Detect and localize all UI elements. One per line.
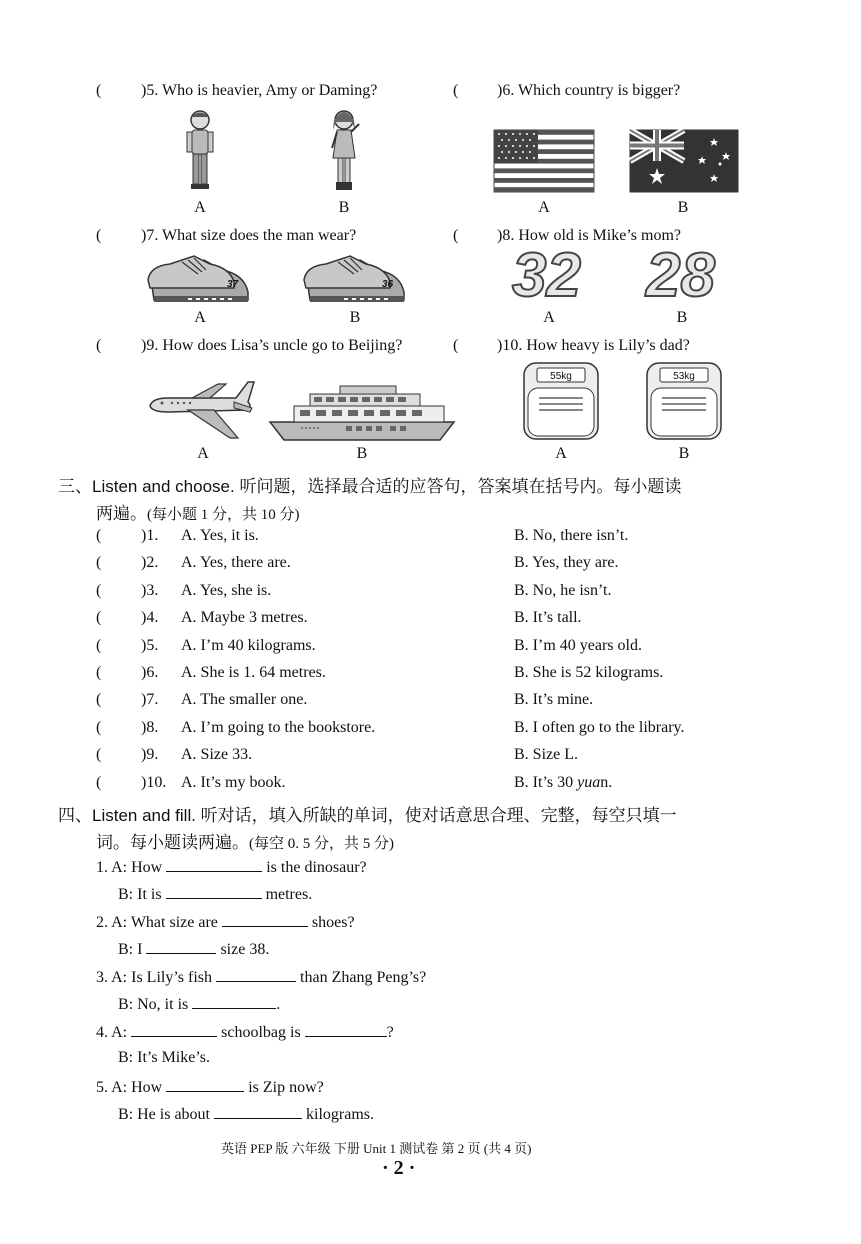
- shoe-size-b: 36: [382, 279, 394, 290]
- blank-input[interactable]: [305, 1022, 387, 1037]
- answer-paren: (: [96, 582, 102, 599]
- answer-paren: (: [96, 527, 102, 544]
- option-b-text: B. It’s mine.: [514, 691, 594, 708]
- section3-title-cont: 两遍。(每小题 1 分，共 10 分): [96, 504, 300, 523]
- fill-line: 4. A: schoolbag is ?: [96, 1024, 394, 1041]
- fill-line: B: I size 38.: [118, 941, 270, 958]
- question-5: )5. Who is heavier, Amy or Daming?: [141, 82, 378, 99]
- answer-paren: (: [96, 337, 102, 354]
- option-a-label: A: [555, 445, 567, 462]
- fill-line: B: It is metres.: [118, 886, 313, 903]
- answer-paren: (: [96, 82, 102, 99]
- blank-input[interactable]: [131, 1022, 217, 1037]
- answer-paren: (: [96, 774, 102, 791]
- question-6: )6. Which country is bigger?: [497, 82, 681, 99]
- age-b: 28: [646, 241, 715, 310]
- answer-paren: (: [453, 82, 459, 99]
- option-b-text: B. She is 52 kilograms.: [514, 664, 664, 681]
- item-number: )9.: [141, 746, 159, 763]
- item-number: )6.: [141, 664, 159, 681]
- option-a-text: A. Maybe 3 metres.: [181, 609, 308, 626]
- australia-flag-icon: [630, 130, 738, 192]
- option-a-label: A: [194, 199, 206, 216]
- answer-paren: (: [96, 719, 102, 736]
- ship-icon: [270, 386, 454, 440]
- option-a-text: A. She is 1. 64 metres.: [181, 664, 326, 681]
- answer-paren: (: [96, 691, 102, 708]
- answer-paren: (: [453, 337, 459, 354]
- option-a-label: A: [543, 309, 555, 326]
- option-b-label: B: [338, 199, 350, 216]
- option-b-label: B: [678, 445, 690, 462]
- question-9: )9. How does Lisa’s uncle go to Beijing?: [141, 337, 403, 354]
- blank-input[interactable]: [166, 857, 262, 872]
- option-a-text: A. Yes, there are.: [181, 554, 291, 571]
- age-a: 32: [512, 241, 581, 310]
- option-a-text: A. Yes, it is.: [181, 527, 259, 544]
- answer-paren: (: [96, 746, 102, 763]
- fill-line: 3. A: Is Lily’s fish than Zhang Peng’s?: [96, 969, 427, 986]
- answer-paren: (: [96, 637, 102, 654]
- option-a-text: A. The smaller one.: [181, 691, 308, 708]
- boy-figure: [180, 108, 220, 194]
- shoe-size-a: 37: [227, 279, 239, 290]
- option-b-text: B. No, he isn’t.: [514, 582, 612, 599]
- option-b-text: B. Yes, they are.: [514, 554, 619, 571]
- answer-paren: (: [96, 664, 102, 681]
- item-number: )10.: [141, 774, 167, 791]
- scale-reading-a: 55kg: [550, 371, 572, 382]
- option-b-text: B. It’s tall.: [514, 609, 582, 626]
- section4-title: 四、Listen and fill. 听对话，填入所缺的单词，使对话意思合理、完整，每空只填一: [58, 806, 677, 825]
- option-a-label: A: [538, 199, 550, 216]
- option-a-text: A. Yes, she is.: [181, 582, 272, 599]
- question-7: )7. What size does the man wear?: [141, 227, 357, 244]
- option-b-text: B. I often go to the library.: [514, 719, 685, 736]
- item-number: )2.: [141, 554, 159, 571]
- option-b-label: B: [356, 445, 368, 462]
- airplane-icon: [148, 376, 256, 440]
- question-10: )10. How heavy is Lily’s dad?: [497, 337, 690, 354]
- page-number: · 2 ·: [382, 1157, 416, 1179]
- fill-line: 5. A: How is Zip now?: [96, 1079, 324, 1096]
- item-number: )4.: [141, 609, 159, 626]
- blank-input[interactable]: [166, 1077, 244, 1092]
- item-number: )8.: [141, 719, 159, 736]
- option-a-text: A. I’m 40 kilograms.: [181, 637, 316, 654]
- fill-line: B: It’s Mike’s.: [118, 1049, 211, 1066]
- option-b-label: B: [676, 309, 688, 326]
- fill-line: B: No, it is .: [118, 996, 281, 1013]
- fill-line: B: He is about kilograms.: [118, 1106, 374, 1123]
- fill-line: 1. A: How is the dinosaur?: [96, 859, 367, 876]
- blank-input[interactable]: [146, 939, 216, 954]
- blank-input[interactable]: [214, 1104, 302, 1119]
- page-footer: 英语 PEP 版 六年级 下册 Unit 1 测试卷 第 2 页 (共 4 页): [221, 1141, 532, 1156]
- option-b-text: B. Size L.: [514, 746, 578, 763]
- option-b-label: B: [677, 199, 689, 216]
- usa-flag-icon: [494, 130, 594, 192]
- blank-input[interactable]: [216, 967, 296, 982]
- option-a-text: A. Size 33.: [181, 746, 253, 763]
- option-b-label: B: [349, 309, 361, 326]
- option-a-label: A: [197, 445, 209, 462]
- section4-title-cont: 词。每小题读两遍。(每空 0. 5 分，共 5 分): [96, 833, 394, 852]
- option-a-label: A: [194, 309, 206, 326]
- answer-paren: (: [96, 609, 102, 626]
- item-number: )7.: [141, 691, 159, 708]
- item-number: )1.: [141, 527, 159, 544]
- blank-input[interactable]: [222, 912, 308, 927]
- blank-input[interactable]: [192, 994, 276, 1009]
- answer-paren: (: [96, 227, 102, 244]
- option-b-text: B. No, there isn’t.: [514, 527, 629, 544]
- option-b-text: B. I’m 40 years old.: [514, 637, 642, 654]
- option-a-text: A. It’s my book.: [181, 774, 286, 791]
- answer-paren: (: [96, 554, 102, 571]
- scale-reading-b: 53kg: [673, 371, 695, 382]
- fill-line: 2. A: What size are shoes?: [96, 914, 355, 931]
- item-number: )5.: [141, 637, 159, 654]
- item-number: )3.: [141, 582, 159, 599]
- question-8: )8. How old is Mike’s mom?: [497, 227, 681, 244]
- option-a-text: A. I’m going to the bookstore.: [181, 719, 376, 736]
- answer-paren: (: [453, 227, 459, 244]
- girl-figure: [324, 108, 364, 194]
- section3-title: 三、Listen and choose. 听问题，选择最合适的应答句，答案填在括号内。每小题读: [58, 477, 682, 496]
- option-b-text: B. It’s 30 yuan.: [514, 774, 613, 791]
- blank-input[interactable]: [166, 884, 262, 899]
